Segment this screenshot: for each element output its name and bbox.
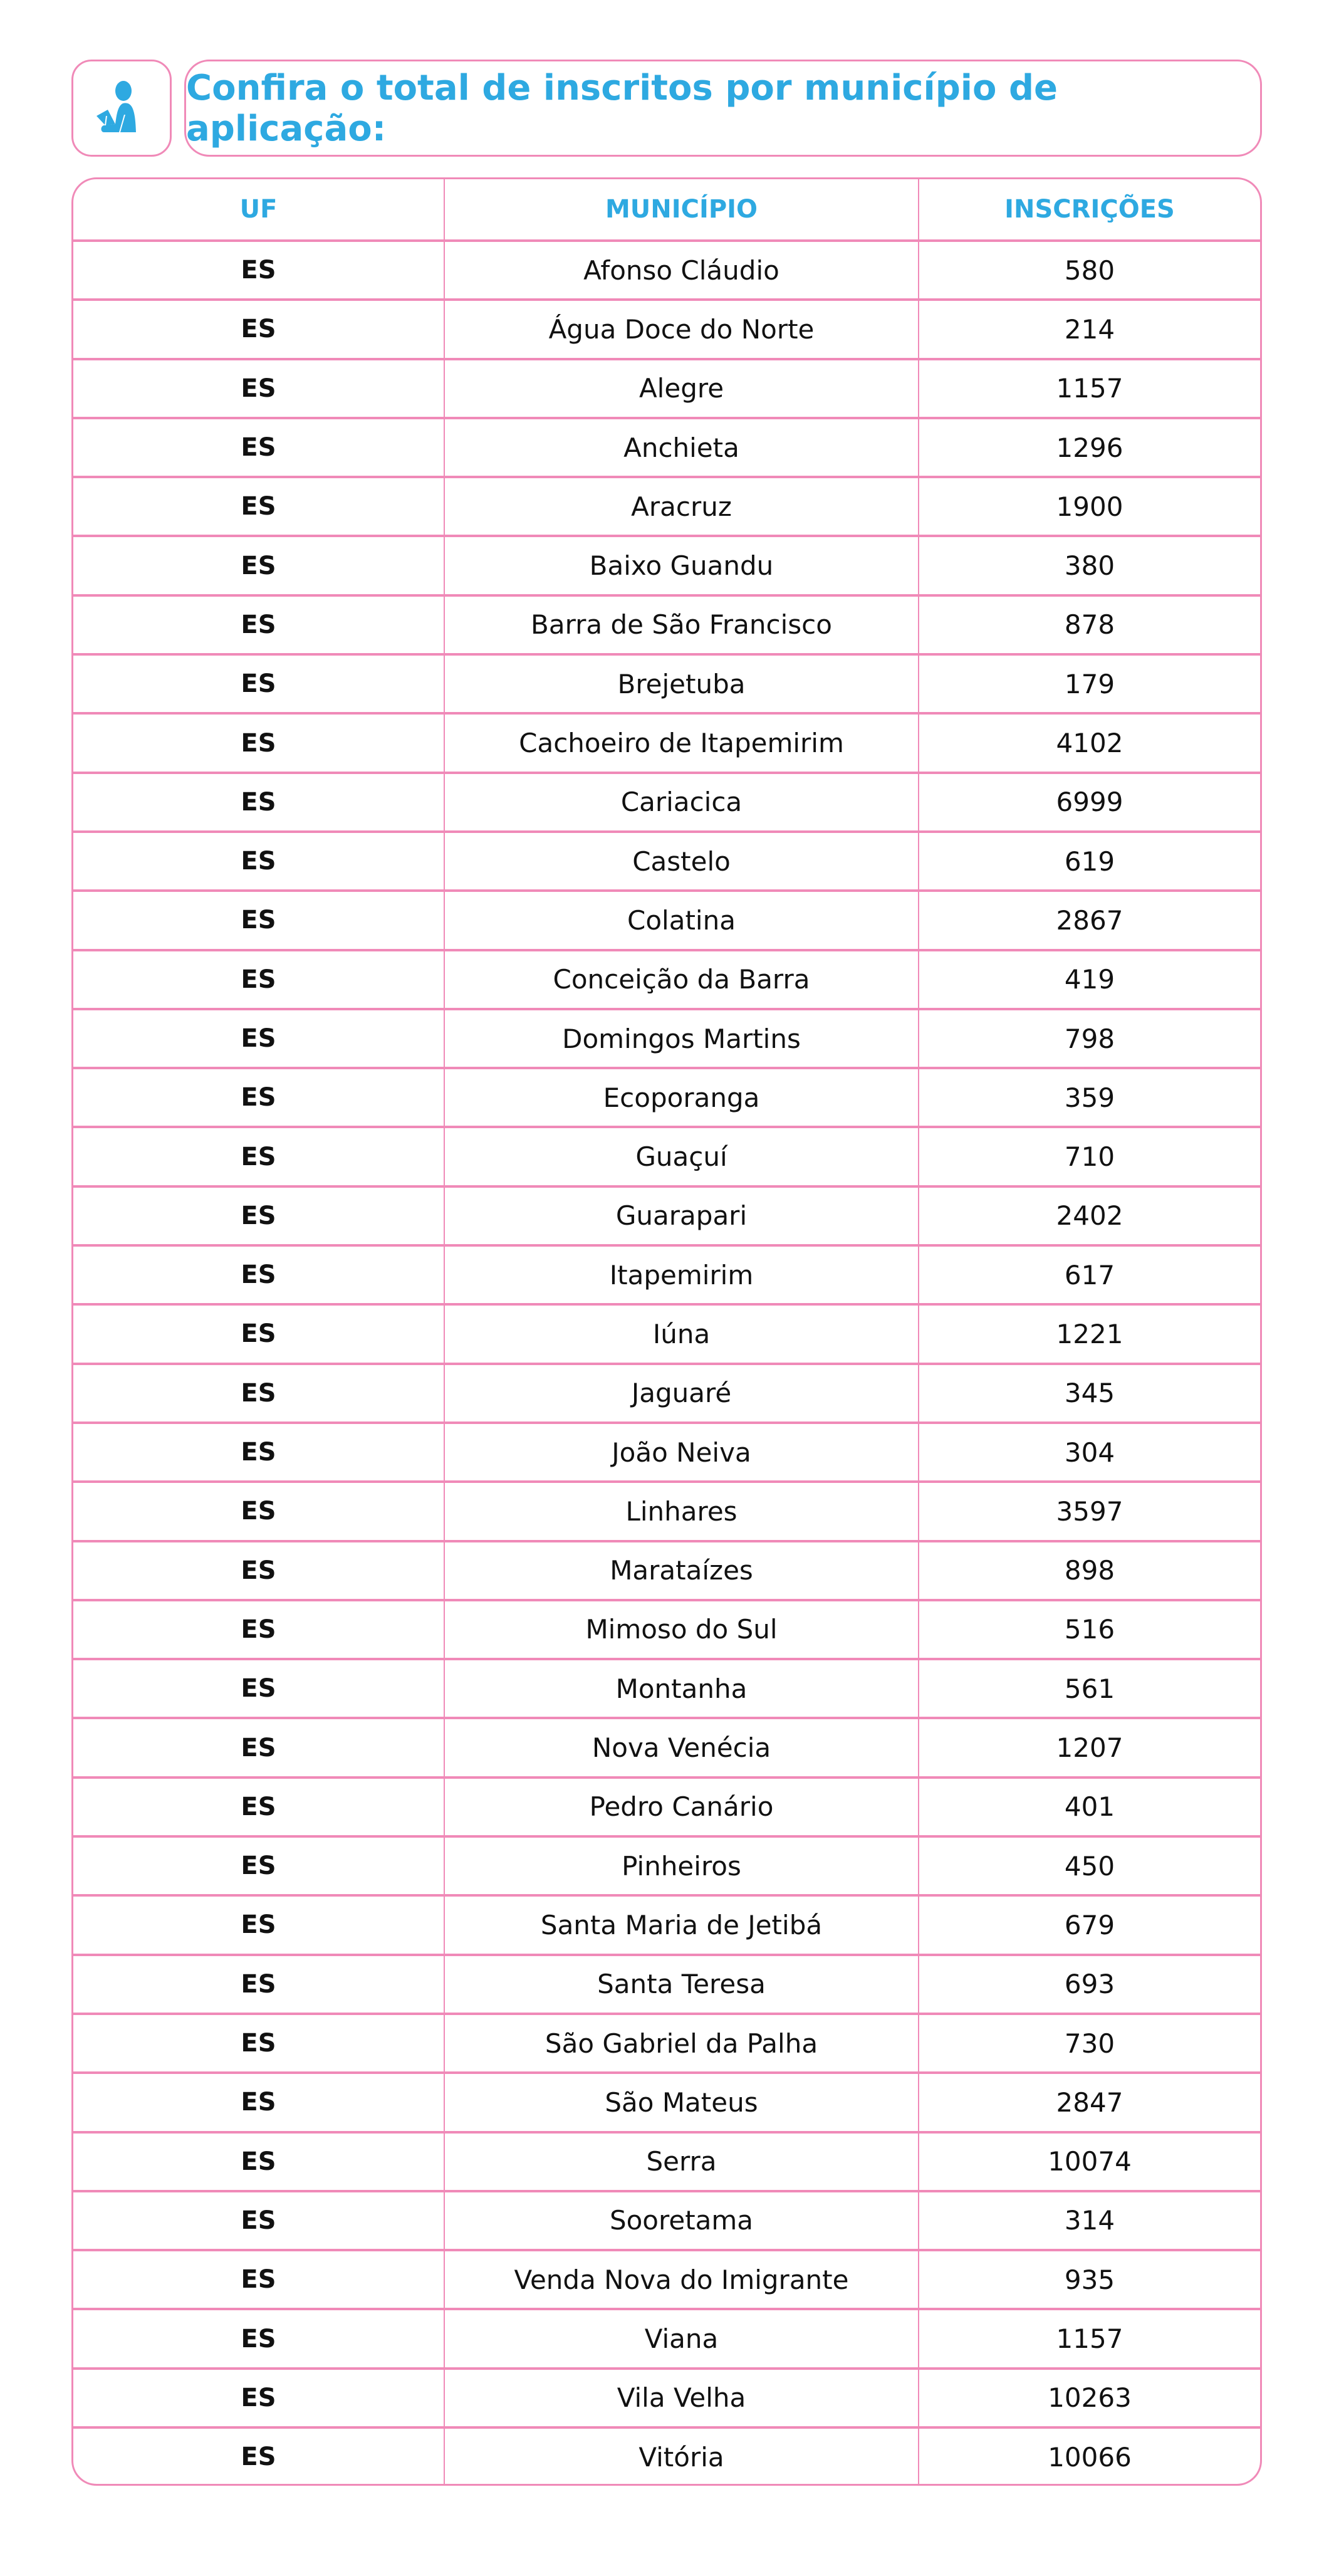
table-row xyxy=(73,1009,1260,1068)
cell-uf: ES xyxy=(73,1895,444,1954)
table-row xyxy=(73,1423,1260,1482)
table-row xyxy=(73,2309,1260,2368)
cell-uf: ES xyxy=(73,1068,444,1127)
cell-uf: ES xyxy=(241,256,276,285)
registrations-table xyxy=(73,179,1260,2485)
cell-municipio: Iúna xyxy=(444,1304,919,1363)
cell-uf: ES xyxy=(73,2250,444,2309)
cell-inscricoes: 380 xyxy=(919,536,1260,595)
cell-municipio: Marataízes xyxy=(444,1541,919,1600)
cell-uf: ES xyxy=(73,1423,444,1482)
cell-inscricoes: 617 xyxy=(919,1245,1260,1304)
cell-uf: ES xyxy=(73,1304,444,1363)
table-row xyxy=(73,891,1260,950)
cell-inscricoes: 419 xyxy=(919,950,1260,1009)
table-row xyxy=(73,2427,1260,2485)
cell-inscricoes: 561 xyxy=(919,1659,1260,1718)
cell-inscricoes: 710 xyxy=(919,1127,1260,1186)
cell-uf: ES xyxy=(73,2309,444,2368)
cell-municipio: João Neiva xyxy=(444,1423,919,1482)
cell-municipio: Guaçuí xyxy=(444,1127,919,1186)
cell-municipio: Venda Nova do Imigrante xyxy=(444,2250,919,2309)
cell-inscricoes: 1221 xyxy=(919,1304,1260,1363)
column-header-municipio: MUNICÍPIO xyxy=(444,179,919,241)
table-row xyxy=(73,2014,1260,2073)
table-row xyxy=(73,1068,1260,1127)
cell-inscricoes: 2867 xyxy=(919,891,1260,950)
cell-inscricoes: 179 xyxy=(919,654,1260,713)
cell-inscricoes: 3597 xyxy=(919,1482,1260,1541)
cell-uf: ES xyxy=(73,1600,444,1659)
cell-uf: ES xyxy=(73,1778,444,1836)
cell-municipio: Pinheiros xyxy=(444,1836,919,1895)
cell-municipio: Viana xyxy=(444,2309,919,2368)
table-row xyxy=(73,477,1260,536)
table-header-row xyxy=(73,179,1260,241)
cell-municipio: Mimoso do Sul xyxy=(444,1600,919,1659)
cell-municipio: Castelo xyxy=(444,832,919,891)
cell-inscricoes: 1207 xyxy=(919,1718,1260,1777)
cell-uf: ES xyxy=(73,2427,444,2485)
table-row xyxy=(73,2369,1260,2427)
cell-inscricoes: 4102 xyxy=(919,713,1260,772)
cell-municipio: Linhares xyxy=(444,1482,919,1541)
cell-inscricoes: 304 xyxy=(919,1423,1260,1482)
cell-uf: ES xyxy=(73,536,444,595)
cell-municipio: Alegre xyxy=(444,359,919,418)
cell-uf: ES xyxy=(73,1541,444,1600)
cell-inscricoes: 6999 xyxy=(919,773,1260,832)
table-row xyxy=(73,832,1260,891)
cell-municipio: Sooretama xyxy=(444,2191,919,2250)
cell-uf: ES xyxy=(73,2014,444,2073)
cell-uf: ES xyxy=(73,2191,444,2250)
cell-municipio: Água Doce do Norte xyxy=(444,300,919,359)
cell-uf: ES xyxy=(73,2073,444,2132)
cell-uf: ES xyxy=(73,477,444,536)
cell-uf: ES xyxy=(73,832,444,891)
cell-uf: ES xyxy=(73,1836,444,1895)
cell-municipio: Serra xyxy=(444,2132,919,2191)
cell-inscricoes: 898 xyxy=(919,1541,1260,1600)
cell-inscricoes: 10074 xyxy=(919,2132,1260,2191)
cell-inscricoes: 1157 xyxy=(919,359,1260,418)
table-row xyxy=(73,713,1260,772)
cell-uf: ES xyxy=(73,418,444,477)
person-reading-icon xyxy=(90,77,153,140)
cell-municipio: Conceição da Barra xyxy=(444,950,919,1009)
cell-inscricoes: 2847 xyxy=(919,2073,1260,2132)
cell-municipio: Baixo Guandu xyxy=(444,536,919,595)
table-row xyxy=(73,1364,1260,1423)
cell-inscricoes: 878 xyxy=(919,595,1260,654)
cell-inscricoes: 693 xyxy=(919,1955,1260,2014)
table-row xyxy=(73,1127,1260,1186)
cell-uf: ES xyxy=(73,1718,444,1777)
table-row xyxy=(73,2132,1260,2191)
page-title: Confira o total de inscritos por município de aplicação: xyxy=(186,67,1058,149)
cell-uf: ES xyxy=(73,2369,444,2427)
cell-inscricoes: 730 xyxy=(919,2014,1260,2073)
table-row xyxy=(73,773,1260,832)
cell-municipio: Vila Velha xyxy=(444,2369,919,2427)
column-header-uf: UF xyxy=(73,179,444,241)
cell-uf: ES xyxy=(73,654,444,713)
cell-uf: ES xyxy=(73,1482,444,1541)
cell-uf: ES xyxy=(73,1009,444,1068)
cell-municipio: Montanha xyxy=(444,1659,919,1718)
cell-municipio: Brejetuba xyxy=(444,654,919,713)
cell-municipio: Colatina xyxy=(444,891,919,950)
cell-municipio: Nova Venécia xyxy=(444,1718,919,1777)
cell-inscricoes: 450 xyxy=(919,1836,1260,1895)
cell-municipio: Santa Teresa xyxy=(444,1955,919,2014)
cell-municipio: Cachoeiro de Itapemirim xyxy=(444,713,919,772)
cell-uf: ES xyxy=(73,1955,444,2014)
title-banner xyxy=(184,60,1262,157)
table-row xyxy=(73,2191,1260,2250)
table-row xyxy=(73,1836,1260,1895)
cell-inscricoes: 314 xyxy=(919,2191,1260,2250)
cell-inscricoes: 345 xyxy=(919,1364,1260,1423)
cell-inscricoes: 798 xyxy=(919,1009,1260,1068)
cell-municipio: Itapemirim xyxy=(444,1245,919,1304)
table-row xyxy=(73,1718,1260,1777)
cell-municipio: Barra de São Francisco xyxy=(444,595,919,654)
cell-uf: ES xyxy=(73,950,444,1009)
cell-municipio: Anchieta xyxy=(444,418,919,477)
cell-inscricoes: 1900 xyxy=(919,477,1260,536)
cell-municipio: Guarapari xyxy=(444,1186,919,1245)
cell-uf: ES xyxy=(73,891,444,950)
cell-inscricoes: 401 xyxy=(919,1778,1260,1836)
table-row xyxy=(73,1186,1260,1245)
table-row xyxy=(73,2250,1260,2309)
cell-inscricoes: 516 xyxy=(919,1600,1260,1659)
cell-inscricoes: 2402 xyxy=(919,1186,1260,1245)
cell-uf: ES xyxy=(73,773,444,832)
cell-municipio: Ecoporanga xyxy=(444,1068,919,1127)
cell-inscricoes: 619 xyxy=(919,832,1260,891)
table-row xyxy=(73,2073,1260,2132)
table-row xyxy=(73,1955,1260,2014)
table-row xyxy=(73,1304,1260,1363)
table-row xyxy=(73,536,1260,595)
cell-municipio: Cariacica xyxy=(444,773,919,832)
table-row xyxy=(73,1659,1260,1718)
cell-inscricoes: 10066 xyxy=(919,2427,1260,2485)
table-row xyxy=(73,595,1260,654)
cell-inscricoes: 10263 xyxy=(919,2369,1260,2427)
cell-inscricoes: 1157 xyxy=(919,2309,1260,2368)
cell-uf: ES xyxy=(73,1186,444,1245)
cell-municipio: São Gabriel da Palha xyxy=(444,2014,919,2073)
cell-inscricoes: 359 xyxy=(919,1068,1260,1127)
cell-uf: ES xyxy=(73,2132,444,2191)
table-row xyxy=(73,950,1260,1009)
table-body xyxy=(73,241,1260,2485)
cell-inscricoes: 1296 xyxy=(919,418,1260,477)
table-row xyxy=(73,1482,1260,1541)
cell-inscricoes: 214 xyxy=(919,300,1260,359)
cell-municipio: Santa Maria de Jetibá xyxy=(444,1895,919,1954)
cell-municipio: Jaguaré xyxy=(444,1364,919,1423)
cell-municipio: Afonso Cláudio xyxy=(444,241,919,300)
cell-municipio: Pedro Canário xyxy=(444,1778,919,1836)
registrations-table-container xyxy=(71,177,1262,2486)
cell-municipio: Vitória xyxy=(444,2427,919,2485)
table-row xyxy=(73,241,1260,300)
table-row xyxy=(73,300,1260,359)
cell-municipio: São Mateus xyxy=(444,2073,919,2132)
column-header-inscricoes: INSCRIÇÕES xyxy=(919,179,1260,241)
header-icon-box xyxy=(71,60,172,157)
cell-municipio: Aracruz xyxy=(444,477,919,536)
table-row xyxy=(73,418,1260,477)
cell-municipio: Domingos Martins xyxy=(444,1009,919,1068)
cell-inscricoes: 935 xyxy=(919,2250,1260,2309)
cell-inscricoes: 580 xyxy=(919,241,1260,300)
table-row xyxy=(73,1541,1260,1600)
table-row xyxy=(73,654,1260,713)
table-row xyxy=(73,1600,1260,1659)
table-row xyxy=(73,1245,1260,1304)
table-row xyxy=(73,1778,1260,1836)
cell-inscricoes: 679 xyxy=(919,1895,1260,1954)
table-row xyxy=(73,1895,1260,1954)
cell-uf: ES xyxy=(73,1245,444,1304)
cell-uf: ES xyxy=(73,359,444,418)
cell-uf: ES xyxy=(73,300,444,359)
table-row xyxy=(73,359,1260,418)
cell-uf: ES xyxy=(73,1659,444,1718)
cell-uf: ES xyxy=(73,1364,444,1423)
cell-uf: ES xyxy=(73,595,444,654)
cell-uf: ES xyxy=(73,1127,444,1186)
cell-uf: ES xyxy=(73,713,444,772)
